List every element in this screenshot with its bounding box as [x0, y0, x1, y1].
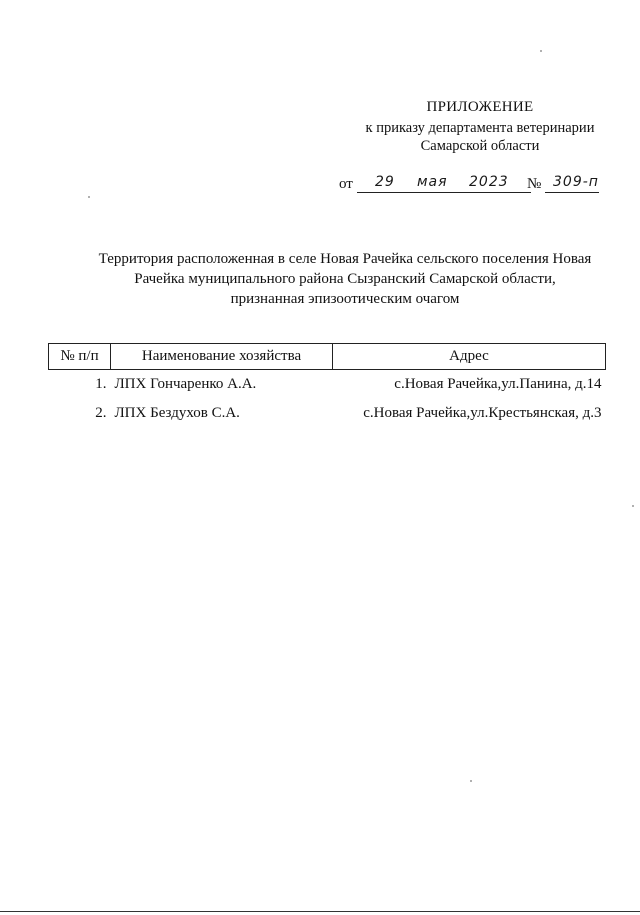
scan-speck	[632, 505, 634, 507]
scan-speck	[88, 196, 90, 198]
order-number-field	[545, 174, 599, 193]
table-row	[49, 399, 606, 428]
order-number-label: №	[527, 176, 542, 192]
row-farm-name: ЛПХ Бездухов С.А.	[114, 405, 240, 421]
appendix-reference-line: к приказу департамента ветеринарии	[365, 120, 595, 136]
table-header-row	[49, 344, 606, 370]
order-date-month: мая	[417, 174, 448, 190]
order-details	[339, 174, 609, 196]
row-address: с.Новая Рачейка,ул.Крестьянская, д.3	[363, 405, 602, 421]
header-address: Адрес	[333, 344, 606, 370]
row-number: 2.	[95, 405, 107, 421]
order-date-label: от	[339, 176, 353, 192]
appendix-title: ПРИЛОЖЕНИЕ	[426, 99, 534, 115]
farms-table	[48, 343, 606, 428]
header-number: № п/п	[49, 344, 111, 370]
order-date-field	[357, 174, 531, 193]
heading-line: Рачейка муниципального района Сызранский Самарской области,	[134, 271, 556, 287]
document-heading	[60, 249, 630, 309]
order-date-year: 2023	[469, 174, 509, 190]
scan-edge-line	[0, 911, 640, 912]
row-address: с.Новая Рачейка,ул.Панина, д.14	[394, 376, 602, 392]
appendix-region-line: Самарской области	[420, 138, 540, 154]
scan-speck	[540, 50, 542, 52]
order-number-value: 309-п	[553, 174, 599, 190]
row-number: 1.	[95, 376, 107, 392]
heading-line: Территория расположенная в селе Новая Рачейка сельского поселения Новая	[98, 251, 592, 267]
row-farm-name: ЛПХ Гончаренко А.А.	[114, 376, 257, 392]
heading-line: признанная эпизоотическим очагом	[230, 291, 460, 307]
header-farm-name: Наименование хозяйства	[111, 344, 333, 370]
order-date-day: 29	[375, 174, 395, 190]
scan-speck	[470, 780, 472, 782]
table-row	[49, 370, 606, 400]
